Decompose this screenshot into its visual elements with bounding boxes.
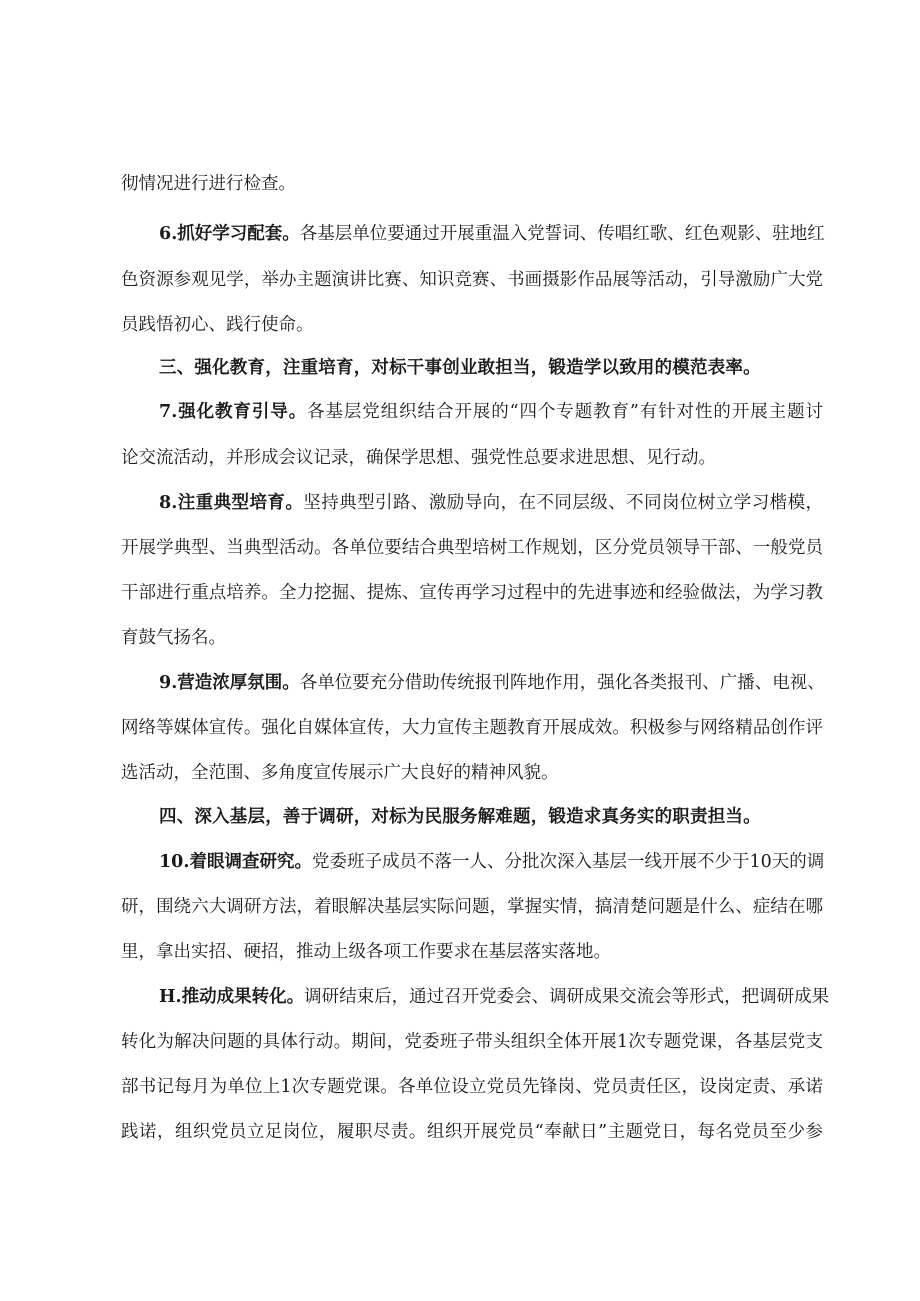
section-heading-4: 四、深入基层，善于调研，对标为民服务解难题，锻造求真务实的职责担当。 <box>159 807 761 827</box>
item-9-line-1 <box>159 671 823 695</box>
item-7-line-1 <box>159 400 823 424</box>
item-8-text-1: 坚持典型引路、激励导向，在不同层级、不同岗位树立学习楷模， <box>303 493 824 513</box>
item-11-line-4: 践诺，组织党员立足岗位，履职尽责。组织开展党员“奉献日”主题党日，每名党员至少参 <box>121 1122 823 1142</box>
item-8-line-4: 育鼓气扬名。 <box>121 628 226 648</box>
item-11-title: H.推动成果转化。 <box>159 987 305 1007</box>
item-6-line-1 <box>159 222 823 246</box>
item-9-number: 9 <box>159 673 172 693</box>
item-11-line-2: 转化为解决问题的具体行动。期间，党委班子带头组织全体开展1次专题党课，各基层党支 <box>121 1032 823 1052</box>
item-10-text-1: 党委班子成员不落一人、分批次深入基层一线开展不少于10天的调 <box>311 852 825 872</box>
section-heading-3: 三、强化教育，注重培育，对标干事创业敢担当，锻造学以致用的模范表率。 <box>159 358 761 378</box>
item-8-line-1 <box>159 491 823 515</box>
continuation-line: 彻情况进行进行检查。 <box>121 174 296 194</box>
item-11-text-1: 调研结束后，通过召开党委会、调研成果交流会等形式，把调研成果 <box>304 987 830 1007</box>
item-10-line-3: 里，拿出实招、硬招，推动上级各项工作要求在基层落实落地。 <box>121 942 611 962</box>
item-7-text-1: 各基层党组织结合开展的“四个专题教育”有针对性的开展主题讨 <box>307 402 823 422</box>
item-6-title: .抓好学习配套。 <box>171 224 300 244</box>
item-9-line-3: 选活动，全范围、多角度宣传展示广大良好的精神风貌。 <box>121 763 559 783</box>
item-10-title: .着眼调查研究。 <box>183 852 312 872</box>
item-10-line-2: 研，围绕六大调研方法，着眼解决基层实际问题，掌握实情，搞清楚问题是什么、症结在哪 <box>121 897 823 917</box>
item-7-number: 7 <box>159 402 172 422</box>
item-6-line-3: 员践悟初心、践行使命。 <box>121 315 314 335</box>
item-9-title: .营造浓厚氛围。 <box>171 673 300 693</box>
item-11-line-1 <box>159 985 830 1009</box>
item-7-title: .强化教育引导。 <box>171 402 308 422</box>
item-8-number: 8 <box>159 493 172 513</box>
item-11-line-3: 部书记每月为单位上1次专题党课。各单位设立党员先锋岗、党员责任区，设岗定责、承诺 <box>121 1077 823 1097</box>
item-7-line-2: 论交流活动，并形成会议记录，确保学思想、强党性总要求进思想、见行动。 <box>121 448 716 468</box>
item-10-line-1 <box>159 850 823 874</box>
item-10-number: 10 <box>159 852 184 872</box>
item-9-text-1: 各单位要充分借助传统报刊阵地作用，强化各类报刊、广播、电视、 <box>299 673 825 693</box>
item-6-number: 6 <box>159 224 172 244</box>
item-8-line-2: 开展学典型、当典型活动。各单位要结合典型培树工作规划，区分党员领导干部、一般党员 <box>121 538 823 558</box>
item-6-line-2: 色资源参观见学，举办主题演讲比赛、知识竞赛、书画摄影作品展等活动，引导激励广大党 <box>121 270 823 290</box>
item-8-title: .注重典型培育。 <box>171 493 304 513</box>
item-9-line-2: 网络等媒体宣传。强化自媒体宣传，大力宣传主题教育开展成效。积极参与网络精品创作评 <box>121 718 823 738</box>
item-8-line-3: 干部进行重点培养。全力挖掘、提炼、宣传再学习过程中的先进事迹和经验做法，为学习教 <box>121 583 823 603</box>
item-6-text-1: 各基层单位要通过开展重温入党誓词、传唱红歌、红色观影、驻地红 <box>299 224 825 244</box>
